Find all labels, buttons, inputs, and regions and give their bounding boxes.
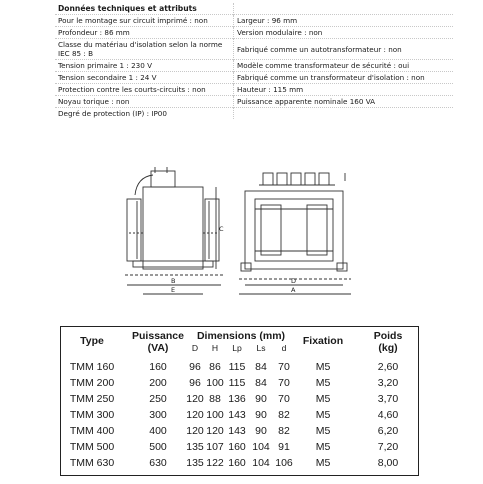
cell-kg: 2,60 bbox=[377, 361, 399, 373]
attribute-right: Hauteur : 115 mm bbox=[234, 84, 454, 96]
cell-va: 300 bbox=[149, 409, 167, 421]
attribute-row bbox=[55, 27, 453, 39]
attributes-heading-blank bbox=[234, 3, 454, 15]
cell-kg: 3,70 bbox=[377, 393, 399, 405]
cell-lp: 160 bbox=[228, 457, 246, 469]
dim-header: H bbox=[211, 343, 219, 353]
cell-ls: 90 bbox=[255, 393, 267, 405]
table-row bbox=[61, 393, 418, 405]
cell-lp: 115 bbox=[228, 377, 246, 389]
cell-ls: 104 bbox=[252, 457, 270, 469]
table-row bbox=[61, 409, 418, 421]
cell-kg: 7,20 bbox=[377, 441, 399, 453]
cell-va: 500 bbox=[149, 441, 167, 453]
table-row bbox=[61, 441, 418, 453]
attribute-row bbox=[55, 96, 453, 108]
cell-d: 82 bbox=[278, 409, 290, 421]
table-row bbox=[61, 425, 418, 437]
front-view bbox=[239, 173, 351, 294]
cell-type: TMM 250 bbox=[69, 393, 115, 405]
cell-d: 120 bbox=[186, 409, 204, 421]
attribute-left: Protection contre les courts-circuits : non bbox=[55, 84, 234, 96]
cell-lp: 143 bbox=[228, 425, 246, 437]
cell-d: 120 bbox=[186, 393, 204, 405]
attributes-heading: Données techniques et attributs bbox=[58, 4, 197, 13]
cell-fix: M5 bbox=[315, 441, 331, 453]
header-fixation: Fixation bbox=[302, 335, 344, 347]
attribute-row bbox=[55, 72, 453, 84]
cell-type: TMM 400 bbox=[69, 425, 115, 437]
cell-lp: 136 bbox=[228, 393, 246, 405]
cell-fix: M5 bbox=[315, 361, 331, 373]
attributes-heading-row bbox=[55, 3, 453, 15]
table-row bbox=[61, 377, 418, 389]
attribute-left: Tension primaire 1 : 230 V bbox=[55, 60, 234, 72]
header-puissance-unit: (VA) bbox=[147, 342, 169, 354]
cell-va: 200 bbox=[149, 377, 167, 389]
cell-ls: 90 bbox=[255, 425, 267, 437]
side-view bbox=[125, 167, 225, 294]
cell-h: 120 bbox=[206, 425, 224, 437]
cell-lp: 115 bbox=[228, 361, 246, 373]
dim-label-b: B bbox=[171, 277, 176, 285]
dim-header-row bbox=[61, 342, 418, 354]
cell-d: 70 bbox=[278, 377, 290, 389]
cell-d: 70 bbox=[278, 361, 290, 373]
cell-va: 160 bbox=[149, 361, 167, 373]
attribute-right: Puissance apparente nominale 160 VA bbox=[234, 96, 454, 108]
attribute-right: Fabriqué comme un transformateur d'isolation : non bbox=[234, 72, 454, 84]
cell-fix: M5 bbox=[315, 393, 331, 405]
dim-label-e: E bbox=[171, 286, 176, 294]
attribute-row bbox=[55, 84, 453, 96]
cell-d: 96 bbox=[189, 377, 201, 389]
header-puissance: Puissance bbox=[132, 330, 184, 342]
cell-fix: M5 bbox=[315, 457, 331, 469]
cell-kg: 4,60 bbox=[377, 409, 399, 421]
header-poids-unit: (kg) bbox=[378, 342, 398, 354]
cell-h: 122 bbox=[206, 457, 224, 469]
cell-h: 107 bbox=[206, 441, 224, 453]
cell-kg: 8,00 bbox=[377, 457, 399, 469]
cell-h: 100 bbox=[206, 377, 224, 389]
cell-lp: 143 bbox=[228, 409, 246, 421]
cell-d: 135 bbox=[186, 441, 204, 453]
cell-d: 91 bbox=[278, 441, 290, 453]
dim-label-a: A bbox=[291, 286, 296, 294]
attribute-left: Classe du matériau d'isolation selon la norme IEC 85 : B bbox=[55, 39, 234, 60]
cell-d: 106 bbox=[275, 457, 293, 469]
cell-kg: 3,20 bbox=[377, 377, 399, 389]
attribute-left: Tension secondaire 1 : 24 V bbox=[55, 72, 234, 84]
attribute-left: Degré de protection (IP) : IP00 bbox=[55, 108, 234, 120]
attribute-right: Largeur : 96 mm bbox=[234, 15, 454, 27]
cell-type: TMM 500 bbox=[69, 441, 115, 453]
attribute-row bbox=[55, 15, 453, 27]
attribute-left: Pour le montage sur circuit imprimé : non bbox=[55, 15, 234, 27]
cell-ls: 84 bbox=[255, 361, 267, 373]
cell-ls: 104 bbox=[252, 441, 270, 453]
attribute-left: Noyau torique : non bbox=[55, 96, 234, 108]
transformer-drawing bbox=[115, 165, 360, 303]
attribute-left: Profondeur : 86 mm bbox=[55, 27, 234, 39]
header-type: Type bbox=[80, 335, 104, 347]
cell-d: 120 bbox=[186, 425, 204, 437]
cell-d: 82 bbox=[278, 425, 290, 437]
dim-header: D bbox=[191, 343, 199, 353]
header-poids: Poids bbox=[373, 330, 403, 342]
cell-d: 135 bbox=[186, 457, 204, 469]
cell-type: TMM 200 bbox=[69, 377, 115, 389]
attributes-table bbox=[55, 3, 453, 119]
dim-header: Ls bbox=[256, 343, 266, 353]
cell-va: 250 bbox=[149, 393, 167, 405]
attribute-right: Fabriqué comme un autotransformateur : non bbox=[234, 39, 454, 60]
cell-d: 70 bbox=[278, 393, 290, 405]
dim-label-d: D bbox=[291, 277, 297, 285]
cell-va: 400 bbox=[149, 425, 167, 437]
attribute-right bbox=[234, 108, 454, 120]
cell-h: 88 bbox=[209, 393, 221, 405]
cell-ls: 84 bbox=[255, 377, 267, 389]
cell-ls: 90 bbox=[255, 409, 267, 421]
dim-header: d bbox=[281, 343, 287, 353]
header-dimensions: Dimensions (mm) bbox=[196, 330, 286, 342]
cell-h: 100 bbox=[206, 409, 224, 421]
cell-d: 96 bbox=[189, 361, 201, 373]
attribute-row bbox=[55, 39, 453, 60]
attribute-right: Modèle comme transformateur de sécurité : oui bbox=[234, 60, 454, 72]
cell-fix: M5 bbox=[315, 409, 331, 421]
cell-type: TMM 630 bbox=[69, 457, 115, 469]
attribute-row bbox=[55, 108, 453, 120]
cell-h: 86 bbox=[209, 361, 221, 373]
cell-type: TMM 160 bbox=[69, 361, 115, 373]
attribute-right: Version modulaire : non bbox=[234, 27, 454, 39]
cell-kg: 6,20 bbox=[377, 425, 399, 437]
cell-lp: 160 bbox=[228, 441, 246, 453]
table-row bbox=[61, 361, 418, 373]
attribute-row bbox=[55, 60, 453, 72]
cell-fix: M5 bbox=[315, 425, 331, 437]
dim-header: Lp bbox=[232, 343, 242, 353]
table-row bbox=[61, 457, 418, 469]
dim-label-c: C bbox=[219, 225, 224, 233]
cell-type: TMM 300 bbox=[69, 409, 115, 421]
cell-va: 630 bbox=[149, 457, 167, 469]
spec-table bbox=[60, 326, 419, 476]
cell-fix: M5 bbox=[315, 377, 331, 389]
